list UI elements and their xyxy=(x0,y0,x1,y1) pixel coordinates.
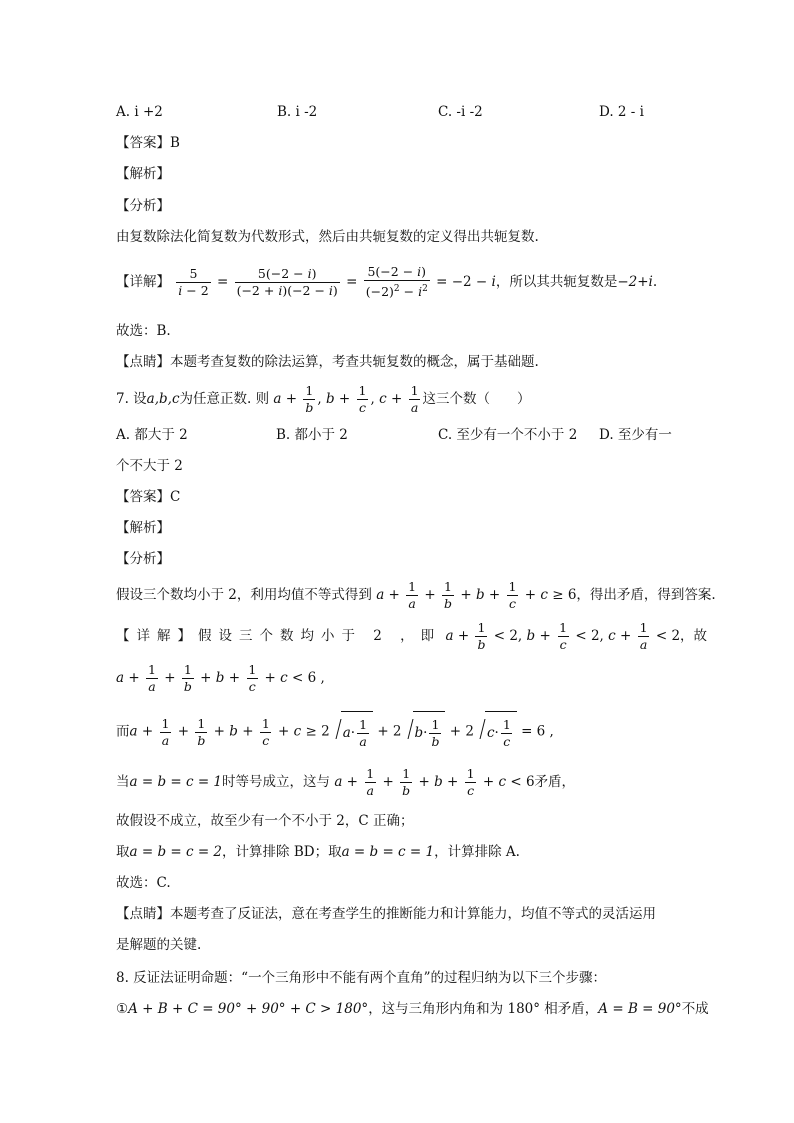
q7-choose: 故选：C. xyxy=(116,875,171,891)
q6-option-b: B. i -2 xyxy=(277,104,318,120)
q7-detail-so: ，故 xyxy=(680,628,708,644)
q7-analysis-label: 【解析】 xyxy=(116,520,170,536)
q7-take2-eq: a = b = c = 1 xyxy=(341,844,435,860)
q6-analysis-label: 【解析】 xyxy=(116,166,170,182)
q7-option-d: D. 至少有一 xyxy=(599,427,672,443)
q6-choose: 故选：B. xyxy=(116,323,171,339)
q7-stem-suffix: 这三个数（ ） xyxy=(422,391,531,407)
q7-option-a: A. 都大于 2 xyxy=(116,427,188,443)
q7-take1-eq: a = b = c = 2 xyxy=(129,844,223,860)
q7-take1: 取 xyxy=(116,844,130,860)
q6-frac-3: $\frac{5(-2 - i)}{(-2)^2 - i^2}$ xyxy=(365,264,428,300)
q6-fenxi-text: 由复数除法化简复数为代数形式，然后由共轭复数的定义得出共轭复数. xyxy=(116,229,539,245)
q7-answer: 【答案】C xyxy=(116,489,181,505)
q6-option-a: A. i +2 xyxy=(116,104,163,120)
q8-step1-tail: 不成 xyxy=(681,1001,709,1017)
q6-option-c: C. -i -2 xyxy=(438,104,483,120)
q7-ineq-2: 而a + $\frac{1}{a}$ + $\frac{1}{b}$ + b + $\frac{1}{c}$ + c ≥ 2 a · $\frac{1}{a}$ + 2 b · $\frac{1}{b}$ + 2 c · $\frac{1}{c}$ = 6 , xyxy=(116,711,680,753)
q7-ineq-1: a + $\frac{1}{a}$ + $\frac{1}{b}$ + b + $\frac{1}{c}$ + c < 6 , xyxy=(116,662,325,694)
q7-line-dang-mid: 时等号成立，这与 xyxy=(222,774,331,790)
q7-stem-vars: a,b,c xyxy=(146,391,180,407)
q7-conclusion: 故假设不成立，故至少有一个不小于 2，C 正确； xyxy=(116,813,414,829)
q8-step1-mid: ，这与三角形内角和为 180° 相矛盾， xyxy=(368,1001,599,1017)
q8-stem: 8. 反证法证明命题：“一个三角形中不能有两个直角”的过程归纳为以下三个步骤： xyxy=(116,970,606,986)
q6-detail: 【详解】 $\frac{5}{i - 2}$ = $\frac{5(-2 - i)}{(-2 + i)(-2 - i)}$ = $\frac{5(-2 - i)}{(-2)^2 - i^2}$ = −2 − i，所以其共轭复数是−2+i. xyxy=(116,264,658,300)
q7-fenxi-label: 【分析】 xyxy=(116,551,170,567)
q8-step1-prefix: ① xyxy=(116,1001,129,1017)
q7-stem: 7. 设a,b,c为任意正数. 则 a + $\frac{1}{b}$ , b + $\frac{1}{c}$ , c + $\frac{1}{a}$ 这三个数（ ） xyxy=(116,383,531,415)
q6-answer: 【答案】B xyxy=(116,135,180,151)
q6-detail-tail: ，所以其共轭复数是 xyxy=(495,274,618,290)
q7-detail: 【详解】假设三个数均小于 2 ，即 a + $\frac{1}{b}$ < 2, b + $\frac{1}{c}$ < 2, c + $\frac{1}{a}$ < 2，故 xyxy=(116,620,708,652)
q7-stem-prefix: 7. 设 xyxy=(116,391,147,407)
q7-line-dang-cond: a = b = c = 1 xyxy=(129,774,223,790)
q8-step1-formula: A + B + C = 90° + 90° + C > 180° xyxy=(128,1001,369,1017)
q7-fenxi: 假设三个数均小于 2，利用均值不等式得到 a + $\frac{1}{a}$ + $\frac{1}{b}$ + b + $\frac{1}{c}$ + c ≥ 6，得出矛盾，得到答案. xyxy=(116,579,716,611)
q7-option-c: C. 至少有一个不小于 2 xyxy=(438,427,578,443)
q7-line-dang-tail: 矛盾， xyxy=(534,774,576,790)
q7-line-dang: 当 xyxy=(116,774,130,790)
q6-option-d: D. 2 - i xyxy=(599,104,644,120)
q7-options xyxy=(116,425,680,445)
q7-fenxi-suffix: ，得出矛盾，得到答案. xyxy=(576,587,716,603)
q8-step1-formula2: A = B = 90° xyxy=(598,1001,682,1017)
q8-step1 xyxy=(116,999,709,1019)
q6-options xyxy=(116,102,680,122)
q7-take2-tail: ，计算排除 A. xyxy=(434,844,520,860)
q7-detail-prefix: 【详解】假设三个数均小于 2 ，即 xyxy=(116,628,442,644)
q7-option-b: B. 都小于 2 xyxy=(276,427,348,443)
q6-detail-result: −2+i xyxy=(617,274,653,290)
q7-comment-line1: 【点睛】本题考查了反证法，意在考查学生的推断能力和计算能力，均值不等式的灵活运用 xyxy=(116,906,656,922)
q6-frac-2: $\frac{5(-2 - i)}{(-2 + i)(-2 - i)}$ xyxy=(236,266,338,298)
q7-take1-tail: ，计算排除 BD；取 xyxy=(222,844,342,860)
q7-option-d-cont: 个不大于 2 xyxy=(116,458,183,474)
q6-comment: 【点睛】本题考查复数的除法运算，考查共轭复数的概念，属于基础题. xyxy=(116,354,539,370)
q7-comment-line2: 是解题的关键. xyxy=(116,937,202,953)
q7-fenxi-prefix: 假设三个数均小于 2，利用均值不等式得到 xyxy=(116,587,372,603)
q6-fenxi-label: 【分析】 xyxy=(116,198,170,214)
q6-detail-label: 【详解】 xyxy=(116,274,170,290)
q6-frac-1: $\frac{5}{i - 2}$ xyxy=(178,266,209,298)
q7-stem-mid: 为任意正数. 则 xyxy=(179,391,270,407)
q7-line-er: 而 xyxy=(116,723,130,740)
q7-dang-line: 当a = b = c = 1时等号成立，这与 a + $\frac{1}{a}$ + $\frac{1}{b}$ + b + $\frac{1}{c}$ + c < 6矛盾， xyxy=(116,766,576,798)
q7-take-line xyxy=(116,842,680,862)
